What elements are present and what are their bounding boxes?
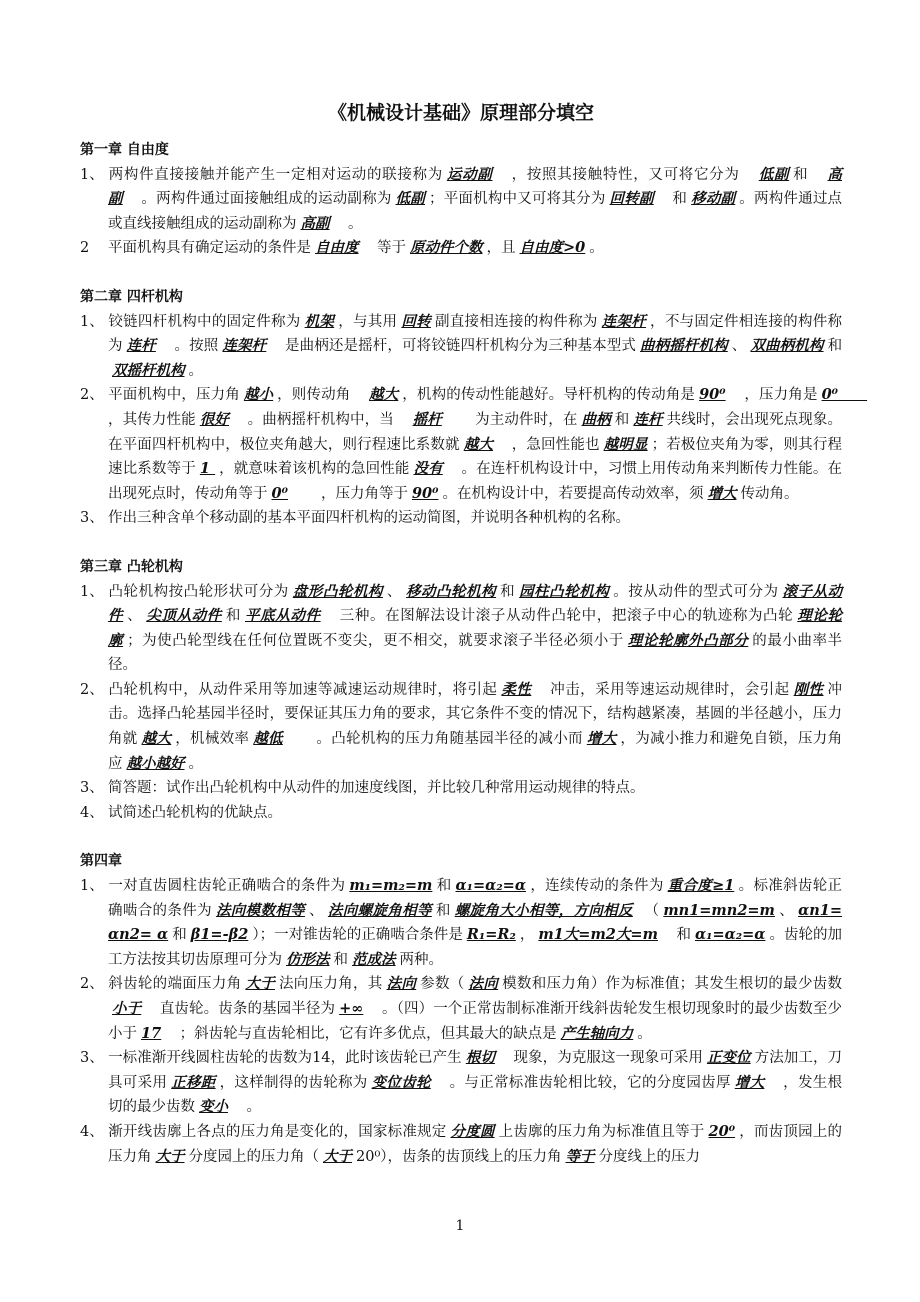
answer-blank: 高副: [300, 214, 330, 232]
question-text: 试简述凸轮机构的优缺点。: [108, 804, 282, 821]
answer-blank: 17: [141, 1024, 162, 1042]
answer-blank: 理论轮廓外凸部分: [627, 631, 749, 649]
question-text: 。按从动件的型式可分为: [613, 583, 779, 600]
answer-blank: 正移距: [171, 1073, 216, 1091]
question-text: 上齿廓的压力角为标准值且等于: [498, 1123, 705, 1140]
answer-blank: 连杆: [633, 410, 663, 428]
question-text: 两构件直接接触并能产生一定相对运动的联接称为: [108, 166, 443, 183]
answer-blank: 20⁰: [708, 1122, 736, 1140]
question-text: 。在连杆机构设计中，习惯上用传动角来判断传力性能。在出现死点时，传动角等于: [108, 461, 843, 502]
answer-blank: 范成法: [352, 950, 396, 968]
answer-blank: 1: [199, 460, 216, 478]
question-text: 渐开线齿廓上各点的压力角是变化的，国家标准规定: [108, 1123, 447, 1140]
answer-blank: 运动副: [446, 165, 493, 183]
question-text: 20⁰），齿条的齿顶线上的压力角: [356, 1148, 562, 1165]
answer-blank: 越大: [369, 386, 399, 404]
question-item: [80, 580, 842, 678]
answer-blank: 法向: [386, 975, 417, 993]
item-number: 1、: [80, 313, 104, 330]
answer-blank: 越明显: [603, 435, 648, 453]
question-text: 和: [827, 338, 843, 355]
answer-blank: m1大=m2大=m: [538, 926, 658, 944]
answer-blank: 尖顶从动件: [146, 607, 222, 625]
question-text: 和: [614, 411, 630, 428]
answer-blank: 大于: [245, 975, 276, 993]
answer-blank: 滚子从动件: [108, 582, 843, 625]
question-text: 和: [436, 878, 452, 895]
question-text: 、: [731, 338, 747, 355]
question-text: 一对直齿圆柱齿轮正确啮合的条件为: [108, 878, 346, 895]
answer-blank: mn1=mn2=m: [663, 901, 775, 919]
question-text: （: [636, 902, 660, 919]
question-text: 和: [333, 951, 348, 968]
question-text: 和: [225, 608, 241, 625]
question-text: 副直接相连接的构件称为: [434, 313, 598, 330]
question-text: ，且: [486, 240, 516, 257]
question-text: 、: [309, 902, 324, 919]
answer-blank: +∞: [339, 1000, 364, 1017]
question-text: 模数和压力角）作为标准值；其发生根切的最少齿数: [502, 976, 843, 993]
question-text: 。曲柄摇杆机构中，当: [233, 411, 409, 428]
answer-blank: 连架杆: [601, 312, 647, 330]
answer-blank: 盘形凸轮机构: [292, 582, 383, 600]
question-item: [80, 801, 842, 826]
question-text: 、: [127, 608, 143, 625]
answer-blank: 变位齿轮: [371, 1073, 431, 1091]
question-text: 铰链四杆机构中的固定件称为: [108, 313, 301, 330]
item-number: 2、: [80, 976, 104, 993]
answer-blank: 平底从动件: [244, 607, 321, 625]
answer-blank: 柔性: [501, 680, 532, 698]
question-text: 直齿轮。齿条的基园半径为: [145, 1001, 336, 1017]
question-text: ，机构的传动性能越好。导杆机构的传动角是: [402, 387, 696, 404]
answer-blank: 机架: [304, 312, 335, 330]
question-item: [80, 678, 842, 776]
question-text: ，连续传动的条件为: [530, 878, 664, 895]
question-text: 现象，为克服这一现象可采用: [498, 1050, 703, 1067]
answer-blank: 法向: [468, 975, 499, 993]
answer-blank: 理论轮廓: [108, 607, 843, 649]
item-number: 1、: [80, 583, 104, 600]
question-text: 简答题：试作出凸轮机构中从动件的加速度线图，并比较几种常用运动规律的特点。: [108, 780, 645, 797]
question-text: 。标准斜齿轮正确啮合的条件为: [108, 878, 843, 919]
question-text: 参数（: [420, 976, 465, 993]
item-number: 2、: [80, 681, 104, 698]
chapter-section: [80, 849, 842, 1169]
answer-blank: m₁=m₂=m: [349, 877, 433, 895]
answer-blank: 自由度>0: [519, 239, 586, 257]
answer-blank: 大于: [323, 1147, 352, 1165]
question-text: 凸轮机构按凸轮形状可分为: [108, 583, 289, 600]
answer-blank: α₁=α₂=α: [694, 926, 766, 944]
question-text: ，其传力性能: [108, 411, 196, 428]
question-text: 冲击，采用等速运动规律时，会引起: [535, 681, 790, 698]
answer-blank: 变小: [199, 1098, 228, 1116]
answer-blank: 低副: [395, 190, 425, 208]
question-text: ，而齿顶园上的压力角: [108, 1123, 843, 1165]
question-text: ，则传动角: [277, 387, 366, 404]
question-text: 法向压力角，其: [279, 976, 383, 993]
answer-blank: 等于: [565, 1147, 595, 1165]
question-text: 共线时，会出现死点现象。在平面四杆机构中，极位夹角越大，则行程速比系数就: [108, 411, 843, 453]
item-number: 4、: [80, 1123, 104, 1140]
question-item: [80, 874, 842, 972]
answer-blank: 越大: [141, 730, 172, 748]
question-item: [80, 776, 842, 801]
chapter-heading: 第四章: [80, 853, 122, 870]
answer-blank: αn1= αn2= α: [108, 901, 843, 944]
answer-blank: 没有: [413, 460, 443, 478]
question-text: 。在机构设计中，若要提高传动效率，须: [442, 485, 704, 502]
answer-blank: 越小越好: [126, 754, 185, 772]
item-number: 1、: [80, 166, 104, 183]
question-text: 和: [661, 927, 691, 944]
answer-blank: 回转副: [609, 190, 654, 208]
question-text: ；斜齿轮与直齿轮相比，它有许多优点，但其最大的缺点是: [165, 1025, 557, 1042]
question-text: 为主动件时，在: [445, 411, 578, 428]
question-text: ，就意味着该机构的急回性能: [219, 461, 410, 478]
chapters: [80, 138, 868, 1169]
answer-blank: 回转: [401, 312, 431, 330]
answer-blank: 分度圆: [450, 1122, 495, 1140]
chapter-section: [80, 555, 842, 826]
question-text: 平面机构具有确定运动的条件是: [108, 240, 311, 257]
document-title: 《机械设计基础》原理部分填空: [327, 102, 594, 124]
chapter-section: [80, 138, 842, 261]
question-item: [80, 236, 842, 261]
question-text: ；平面机构中又可将其分为: [428, 191, 606, 208]
answer-blank: β1=-β2: [190, 926, 249, 944]
question-item: [80, 506, 842, 531]
question-item: [80, 310, 842, 384]
question-text: 斜齿轮的端面压力角: [108, 976, 242, 993]
question-text: ；为使凸轮型线在任何位置既不变尖，更不相交，就要求滚子半径必须小于: [127, 632, 624, 649]
item-number: 3、: [80, 780, 104, 797]
chapter-heading: 第三章 凸轮机构: [80, 558, 183, 575]
answer-blank: 很好: [199, 410, 230, 428]
question-text: ；若极位夹角为零，则其行程速比系数等于: [108, 436, 842, 478]
item-number: 4、: [80, 804, 104, 821]
question-text: 方法加工，刀具可采用: [108, 1050, 843, 1091]
answer-blank: 90⁰: [699, 386, 726, 404]
question-text: 平面机构中，压力角: [108, 387, 240, 404]
item-number: 3、: [80, 510, 104, 527]
question-text: 和: [657, 191, 688, 208]
answer-blank: 曲柄摇杆机构: [640, 337, 728, 355]
question-text: 。: [232, 1099, 261, 1116]
answer-blank: 重合度≥1: [667, 877, 735, 895]
answer-blank: 小于: [112, 1000, 142, 1017]
answer-blank: 增大: [586, 730, 617, 748]
question-item: [80, 972, 842, 1046]
question-text: 和: [435, 902, 451, 919]
chapter-heading: 第一章 自由度: [80, 142, 169, 158]
question-text: ，: [519, 927, 535, 944]
answer-blank: 产生轴向力: [560, 1024, 634, 1042]
answer-blank: 园柱凸轮机构: [519, 582, 610, 600]
question-text: ，与其用: [338, 313, 398, 330]
question-text: 三种。在图解法设计滚子从动件凸轮中，把滚子中心的轨迹称为凸轮: [324, 608, 794, 625]
question-text: 等于: [362, 240, 406, 257]
answer-blank: 刚性: [793, 680, 824, 698]
page-number: 1: [455, 1218, 465, 1234]
question-text: 和: [172, 927, 187, 944]
question-text: 两种。: [399, 951, 443, 968]
question-text: 一标准渐开线圆柱齿轮的齿数为14，此时该齿轮已产生: [108, 1050, 462, 1067]
answer-blank: R₁=R₂: [466, 926, 516, 944]
question-text: 。: [333, 215, 363, 232]
answer-blank: 正变位: [706, 1049, 751, 1067]
question-text: 、: [386, 583, 402, 600]
answer-blank: 原动件个数: [410, 239, 483, 257]
question-text: 分度园上的压力角（: [188, 1148, 319, 1165]
question-text: ，急回性能也: [497, 436, 600, 453]
question-text: 。: [188, 362, 203, 379]
answer-blank: 双曲柄机构: [750, 337, 824, 355]
question-text: ，按照其接触特性，又可将它分为: [496, 166, 755, 183]
answer-blank: 法向模数相等: [215, 901, 306, 919]
item-number: 3、: [80, 1050, 104, 1067]
question-text: 。: [188, 755, 203, 772]
answer-blank: α₁=α₂=α: [455, 877, 526, 895]
question-text: 和: [793, 166, 824, 183]
answer-blank: 0⁰: [271, 484, 288, 502]
answer-blank: 增大: [707, 484, 737, 502]
answer-blank: 增大: [734, 1073, 765, 1091]
question-text: 。: [589, 240, 604, 257]
answer-blank: 0⁰: [821, 386, 868, 404]
answer-blank: 连杆: [126, 337, 156, 355]
answer-blank: 曲柄: [581, 410, 611, 428]
question-text: 。: [637, 1025, 652, 1042]
answer-blank: 螺旋角大小相等，方向相反: [454, 901, 633, 919]
answer-blank: 移动副: [691, 190, 736, 208]
answer-blank: 低副: [758, 165, 790, 183]
question-text: ，为减小推力和避免自锁，压力角应: [108, 731, 843, 772]
question-item: [80, 1120, 842, 1169]
answer-blank: 越小: [243, 386, 274, 404]
question-text: 冲击。选择凸轮基园半径时，要保证其压力角的要求，其它条件不变的情况下，结构越紧凑，基圆的半径越小，压力角就: [108, 681, 843, 748]
question-item: [80, 1046, 842, 1120]
question-text: 、: [778, 902, 795, 919]
question-text: 是曲柄还是摇杆，可将铰链四杆机构分为三种基本型式: [270, 338, 637, 355]
item-number: 2: [80, 240, 90, 257]
question-text: 。按照: [159, 338, 219, 355]
answer-blank: 法向螺旋角相等: [327, 901, 432, 919]
question-text: 。两构件通过点或直线接触组成的运动副称为: [108, 191, 843, 232]
answer-blank: 高副: [108, 165, 843, 208]
question-text: 传动角。: [740, 485, 799, 502]
answer-blank: 连架杆: [222, 337, 267, 355]
question-text: ，发生根切的最少齿数: [108, 1074, 843, 1116]
answer-blank: 越低: [253, 730, 283, 748]
document-page: [80, 98, 868, 1193]
question-text: 。凸轮机构的压力角随基园半径的减小而: [286, 731, 583, 748]
answer-blank: 移动凸轮机构: [405, 582, 497, 600]
answer-blank: 自由度: [315, 239, 359, 257]
question-text: ）；一对锥齿轮的正确啮合条件是: [252, 927, 463, 944]
chapter-heading: 第二章 四杆机构: [80, 288, 183, 305]
answer-blank: 摇杆: [412, 410, 442, 428]
question-text: ，压力角是: [729, 387, 818, 404]
question-text: 。齿轮的加工方法按其切齿原理可分为: [108, 927, 843, 968]
question-text: 凸轮机构中，从动件采用等加速等减速运动规律时，将引起: [108, 681, 498, 698]
answer-blank: 90⁰: [411, 484, 439, 502]
answer-blank: 根切: [465, 1049, 495, 1067]
chapter-section: [80, 285, 868, 531]
question-text: 。两构件通过面接触组成的运动副称为: [126, 191, 392, 208]
question-text: 。（四）一个正常齿制标准渐开线斜齿轮发生根切现象时的最少齿数至少小于: [108, 1001, 843, 1042]
item-number: 1、: [80, 878, 104, 895]
question-text: ，这样制得的齿轮称为: [219, 1074, 368, 1091]
question-text: 作出三种含单个移动副的基本平面四杆机构的运动简图，并说明各种机构的名称。: [108, 510, 630, 527]
question-text: ，压力角等于: [291, 485, 408, 502]
question-item: [80, 383, 868, 506]
answer-blank: 仿形法: [286, 950, 330, 968]
question-item: [80, 163, 842, 237]
question-text: 分度线上的压力: [598, 1148, 701, 1165]
question-text: ，机械效率: [175, 731, 250, 748]
question-text: ，不与固定件相连接的构件称为: [108, 313, 843, 355]
item-number: 2、: [80, 387, 104, 404]
question-text: 和: [500, 583, 516, 600]
question-text: 。与正常标准齿轮相比较，它的分度园齿厚: [434, 1074, 731, 1091]
question-text: 的最小曲率半径。: [108, 632, 843, 674]
answer-blank: 越大: [463, 435, 494, 453]
answer-blank: 双摇杆机构: [112, 361, 185, 379]
answer-blank: 大于: [155, 1147, 185, 1165]
